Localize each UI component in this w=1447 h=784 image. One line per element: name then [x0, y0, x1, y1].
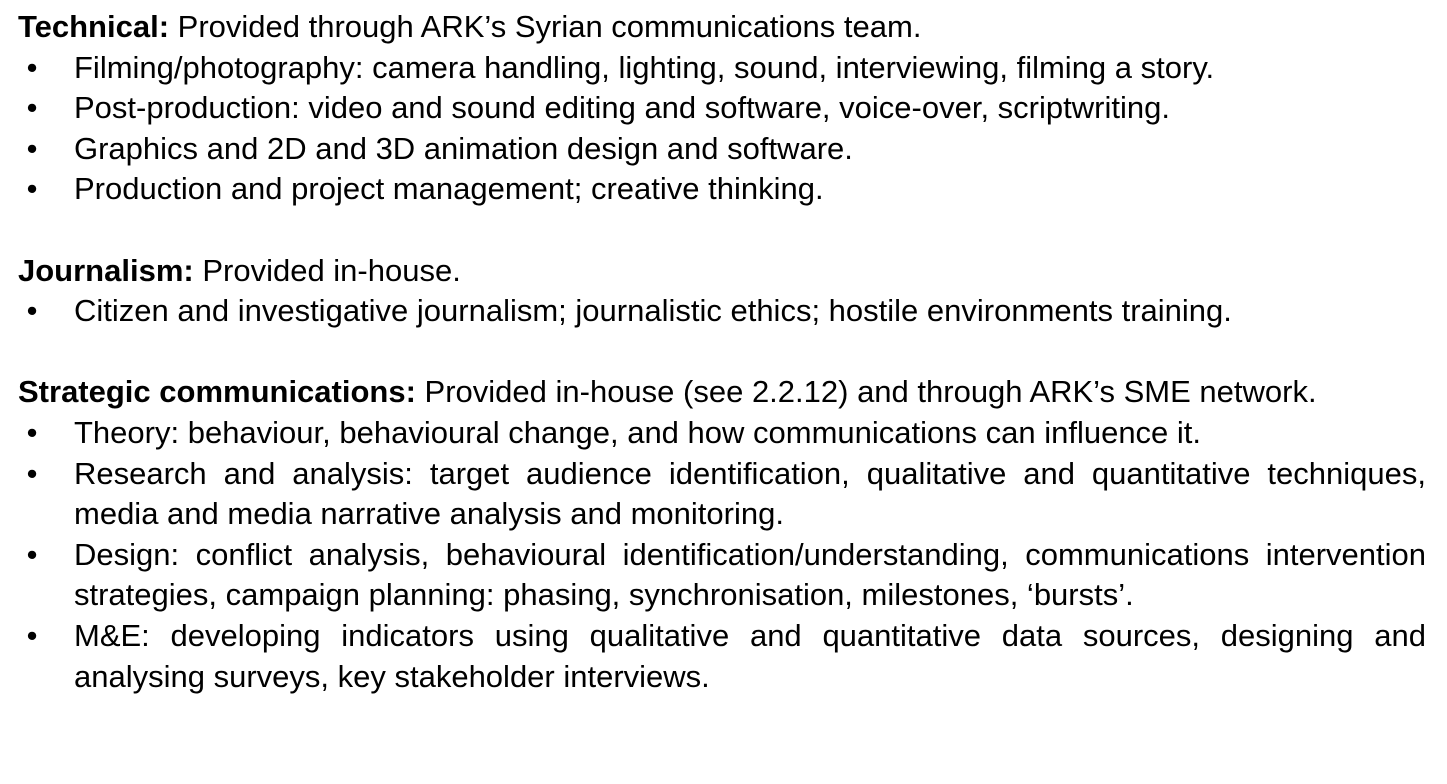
- section-intro: Provided through ARK’s Syrian communications team.: [169, 9, 922, 44]
- section-strategic-communications: [18, 372, 1426, 697]
- section-heading: Technical:: [18, 9, 170, 44]
- bullet-icon: •: [26, 455, 38, 491]
- list-item-text: Post-production: video and sound editing and software, voice-over, scriptwriting.: [74, 90, 1170, 126]
- section-heading: Strategic communications:: [18, 374, 416, 410]
- list-item: [18, 413, 1426, 454]
- section-heading-line: [18, 7, 1426, 48]
- list-item: [18, 616, 1426, 697]
- list-item: [18, 48, 1426, 89]
- list-item: [18, 88, 1426, 129]
- list-item-text: Theory: behaviour, behavioural change, and how communications can influence it.: [74, 414, 1202, 450]
- section-journalism: [18, 251, 1426, 332]
- list-item-text: Citizen and investigative journalism; journalistic ethics; hostile environments training.: [74, 293, 1232, 329]
- list-item: [18, 169, 1426, 210]
- section-heading-line: [18, 251, 1426, 292]
- bullet-icon: •: [26, 293, 38, 329]
- list-item-text: Research and analysis: target audience identification, qualitative and quantitative techniques, media and media narrative analysis and monitoring.: [74, 455, 1426, 532]
- bullet-list: [18, 413, 1426, 697]
- document-body: [18, 7, 1426, 697]
- bullet-icon: •: [26, 536, 38, 572]
- list-item: [18, 291, 1426, 332]
- bullet-icon: •: [26, 171, 38, 207]
- bullet-icon: •: [26, 617, 38, 653]
- section-intro: Provided in-house.: [193, 252, 461, 288]
- list-item-text: Graphics and 2D and 3D animation design and software.: [74, 130, 853, 166]
- section-technical: [18, 7, 1426, 210]
- bullet-icon: •: [26, 130, 38, 166]
- section-heading: Journalism:: [18, 252, 194, 288]
- list-item-text: Design: conflict analysis, behavioural identification/understanding, communications intervention strategies, campaign planning: phasing, synchronisation, milestones, ‘bursts’.: [74, 536, 1426, 613]
- bullet-icon: •: [26, 90, 38, 126]
- list-item-text: M&E: developing indicators using qualitative and quantitative data sources, designing and analysing surveys, key stakeholder interviews.: [74, 617, 1426, 694]
- bullet-list: [18, 291, 1426, 332]
- bullet-list: [18, 48, 1426, 210]
- list-item-text: Production and project management; creative thinking.: [74, 171, 824, 207]
- bullet-icon: •: [26, 414, 38, 450]
- list-item: [18, 535, 1426, 616]
- list-item-text: Filming/photography: camera handling, lighting, sound, interviewing, filming a story.: [74, 49, 1215, 85]
- list-item: [18, 454, 1426, 535]
- bullet-icon: •: [26, 49, 38, 85]
- section-heading-line: [18, 372, 1426, 413]
- section-intro: Provided in-house (see 2.2.12) and through ARK’s SME network.: [415, 374, 1317, 410]
- list-item: [18, 129, 1426, 170]
